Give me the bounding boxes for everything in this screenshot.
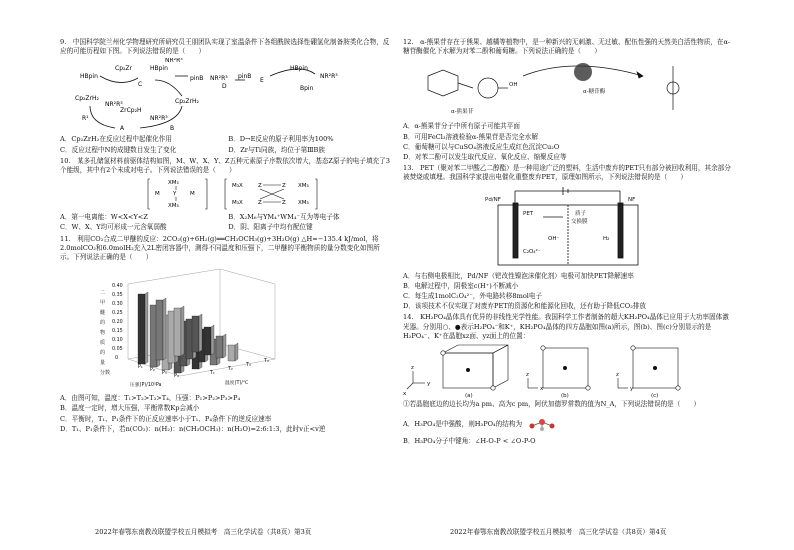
q13-option-a: A．与右侧电极相比，Pd/NF（钯改性镍泡沫催化剂）电极可加快PET降解速率 bbox=[403, 271, 634, 280]
q10-options-row2 bbox=[60, 223, 390, 232]
q14-note: ①若晶胞底边的边长均为a pm、高为c pm，阿伏加德罗常数的值为N_A，下列说法错误的是（ ） bbox=[403, 400, 701, 409]
enzyme-blob bbox=[574, 63, 592, 81]
q10-label-m3x-1: M₃X bbox=[232, 183, 243, 190]
q11-ylabel-7: 的 bbox=[100, 350, 106, 357]
q9-options-row1 bbox=[60, 135, 390, 144]
q9-label-pinb2: pinB bbox=[238, 73, 252, 81]
footer-right: 2022年春鄂东南教改联盟学校五月模拟考 高三化学试卷（共8页）第4页 bbox=[450, 528, 667, 536]
q11-ylabel-9: 分数 bbox=[100, 370, 111, 377]
q11-ylabel-2: 甲 bbox=[100, 300, 106, 307]
q13-label-membrane2: 交换膜 bbox=[571, 218, 588, 225]
q11-option-d: D．T₁、P₁条件下，若n(CO₂)：n(H₂)：n(CH₃OCH₃)：n(H₂O)=2:6:1:3，此时v正<v逆 bbox=[60, 424, 326, 433]
q11-ytick-1: 0.35 bbox=[112, 293, 123, 299]
q9-option-c: C．反应过程中N的成键数目发生了变化 bbox=[60, 145, 177, 154]
k-ion-b1 bbox=[563, 366, 567, 370]
q10-label-m3x-2: M₃X bbox=[232, 200, 243, 207]
q10-option-c: C．W、X、Y均可形成一元含氧弱酸 bbox=[60, 223, 167, 232]
q12-enzyme-label: α-糖苷酶 bbox=[583, 89, 606, 96]
q12-option-b: B．可用FeCl₃溶液检验α-熊果苷是否完全水解 bbox=[403, 132, 538, 141]
q13-label-oh: OH⁻ bbox=[548, 235, 560, 242]
q10-label-xm3-top: XM₃ bbox=[168, 180, 179, 187]
q11-ptick-2: P₃ bbox=[162, 371, 167, 377]
q11-back-top2 bbox=[220, 269, 275, 284]
q9-label-bpin: Bpin bbox=[300, 85, 314, 93]
q9-label-d: D bbox=[222, 83, 227, 91]
q10-label-z1: Z bbox=[258, 183, 262, 190]
q11-ptick-1: P₂ bbox=[150, 368, 155, 374]
q9-label-e: E bbox=[260, 77, 264, 85]
question-9 bbox=[60, 38, 390, 155]
q9-label-pinb: pinB bbox=[190, 75, 204, 83]
question-10 bbox=[60, 157, 390, 233]
q10-options-row1 bbox=[60, 213, 390, 222]
q11-3d-bar-chart bbox=[60, 264, 390, 392]
q9-label-hbpin2: HBpin bbox=[290, 65, 308, 73]
q11-ylabel-1: 二 bbox=[100, 290, 106, 297]
q10-label-xm3-1: XM₃ bbox=[298, 183, 309, 190]
q11-bar-side-3-1 bbox=[211, 325, 214, 355]
q11-ytick-0: 0.40 bbox=[112, 284, 123, 290]
q9-option-b: B．D→E反应的原子利用率为100% bbox=[228, 135, 334, 144]
q10-bracket-left1 bbox=[148, 179, 150, 209]
q9-label-nr2: NR²R³ bbox=[320, 73, 338, 81]
q9-label-r1: R¹ bbox=[82, 115, 89, 123]
q10-stem: 10. 某多孔储氢材料前驱体结构如图，M、W、X、Y、Z五种元素原子序数依次增大，基态Z原子的电子填充了3个能级，其中有2个未成对电子。下列说法错误的是（ ） bbox=[60, 156, 390, 175]
q14-option-b: B．H₃PO₄分子中键角：∠H-O-P < ∠O-P-O bbox=[403, 437, 536, 446]
q9-label-1: Cp₂Zr bbox=[115, 65, 132, 73]
q12-option-d: D．对苯二酚可以发生取代反应、氧化反应、缩聚反应等 bbox=[403, 153, 567, 162]
q12-stem: 12. α-熊果苷存在于熊果、越橘等植物中，是一种新兴的无刺激、无过敏、配伍性强的天然美白活性物质，在α-糖苷酶催化下水解为对苯二酚和葡萄糖。下列说法正确的是（ ） bbox=[403, 38, 731, 56]
q11-option-c: C．平衡时，T₁、P₁条件下的正反应速率小于T₁、P₄条件下的逆反应速率 bbox=[60, 414, 272, 423]
q13-label-pet: PET bbox=[523, 210, 534, 217]
q11-ptick-0: P₁ bbox=[138, 365, 143, 371]
q9-label-nr3: NR²R³ bbox=[105, 101, 123, 109]
q14-axis-b-z: z bbox=[526, 372, 529, 379]
q9-label-nr4: NR²R³ bbox=[150, 115, 168, 123]
k-ion-a1 bbox=[466, 368, 470, 372]
q14-axis-y: y bbox=[427, 381, 431, 388]
q11-bar-3-2 bbox=[216, 336, 223, 358]
q12-oh-label: OH bbox=[509, 82, 518, 89]
q12-option-a: A．α-熊果苷分子中所有原子可能共平面 bbox=[403, 122, 520, 131]
q13-figure bbox=[403, 185, 733, 270]
q9-label-cpzrh2: Cp₂ZrH₂ bbox=[75, 95, 99, 103]
p-atom bbox=[539, 419, 545, 425]
q10-label-z2: Z bbox=[282, 183, 286, 190]
q11-ytick-3: 0.25 bbox=[112, 311, 123, 317]
footer-left: 2022年春鄂东南教改联盟学校五月模拟考 高三化学试卷（共8页）第3页 bbox=[95, 528, 312, 536]
q11-bar-side-0-0 bbox=[145, 292, 148, 364]
q11-bar-3-1 bbox=[204, 327, 211, 355]
q11-bar-side-3-2 bbox=[223, 334, 226, 358]
q10-option-b: B．X₂M₆与YM₄⁺WM₄⁻互为等电子体 bbox=[228, 213, 340, 222]
q10-option-d: D．阴、阳离子中均有配位键 bbox=[228, 223, 313, 232]
q9-label-0: HBpin bbox=[80, 73, 98, 81]
q13-option-d: D．该项技术不仅实现了对废弃PET的资源化和能源化回收，还有助于降低CO₂排放 bbox=[403, 302, 647, 311]
o-atom-1 bbox=[530, 424, 535, 429]
q9-label-b: B bbox=[170, 125, 175, 133]
q10-bracket-right2 bbox=[315, 179, 317, 209]
q14-axis-z: z bbox=[411, 365, 414, 372]
left-column bbox=[60, 38, 390, 436]
q14-option-a-text: A．H₃PO₄是中强酸，则H₃PO₄的结构为 bbox=[403, 420, 523, 429]
q14-label-b: (b) bbox=[561, 393, 569, 399]
q11-ylabel-8: 量 bbox=[100, 360, 106, 367]
q9-label-3: HBpin bbox=[150, 65, 168, 73]
q14-axis-b-x: x bbox=[540, 386, 544, 393]
q10-option-a: A．第一电离能：W<X<Y<Z bbox=[60, 213, 148, 222]
mechanism-diagram bbox=[60, 58, 390, 133]
q10-bracket-right1 bbox=[205, 179, 207, 209]
q14-option-a bbox=[403, 417, 733, 431]
q12-hydrolysis-diagram bbox=[403, 58, 733, 120]
q11-ylabel-3: 醚 bbox=[100, 310, 106, 317]
q9-label-cpzrh2b: Cp₂ZrH₂ bbox=[175, 98, 199, 106]
q11-ytick-6: 0.10 bbox=[112, 338, 123, 344]
h2po4-b1 bbox=[541, 346, 545, 350]
q9-arrow-1 bbox=[100, 76, 138, 83]
q13-electrolysis-cell bbox=[403, 185, 733, 270]
cell-a-side bbox=[493, 345, 508, 388]
q11-bar-side-3-0 bbox=[199, 314, 202, 352]
q11-ttick-0: T₁ bbox=[210, 371, 215, 377]
q9-label-zrcp: ZrCp₂H bbox=[120, 107, 142, 115]
left-electrode bbox=[513, 203, 518, 258]
q10-label-xm3-2: XM₃ bbox=[298, 200, 309, 207]
h2po4-c1 bbox=[631, 346, 635, 350]
q9-label-4: NR²R³ bbox=[165, 58, 183, 65]
h2po4-a1 bbox=[441, 351, 445, 355]
q11-ttick-3: T₄ bbox=[264, 359, 269, 365]
q11-ttick-1: T₂ bbox=[228, 367, 233, 373]
q11-option-a: A．由图可知，温度：T₁>T₂>T₃>T₄，压强：P₁>P₂>P₃>P₄ bbox=[60, 394, 241, 403]
q14-axis-c-y: y bbox=[630, 386, 634, 393]
q9-stem: 9. 中国科学院兰州化学物理研究所研究员王朋团队实现了室温条件下各组酰胺选择性硼氢化制备胺类化合物，反应的可能历程如下图。下列说法错误的是（ ） bbox=[60, 38, 390, 56]
h2po4-c2 bbox=[676, 386, 680, 390]
right-column bbox=[403, 38, 733, 448]
o-atom-2 bbox=[550, 424, 555, 429]
q11-stem: 11. 利用CO₂合成二甲醚的反应：2CO₂(g)+6H₂(g)══CH₃OCH₃(g)+3H₂O(g) △H=−135.4 kJ/mol，将2.0molCO₂和6.0molH₂充入2L密闭容器中，测得不同温度和压强下，二甲醚的平衡物质的量分数变化如图所示。下列说法正确的是（ ） bbox=[60, 234, 380, 262]
q9-label-nr: NR²R³ bbox=[210, 75, 228, 83]
q11-ytick-5: 0.15 bbox=[112, 329, 123, 335]
q11-ytick-2: 0.30 bbox=[112, 302, 123, 308]
q11-bars-group bbox=[138, 292, 238, 373]
h2po4-b2 bbox=[586, 386, 590, 390]
q13-stem: 13. PET（聚对苯二甲酸乙二醇酯）是一种用途广泛的塑料，生活中废弃的PET只有部分被回收利用，其余部分被焚烧或填埋。我国科学家提出电催化重整废弃PET，原理如图所示，下列说法错误的是（ ） bbox=[403, 164, 731, 182]
q9-options-row2 bbox=[60, 146, 390, 155]
q14-figure bbox=[403, 343, 733, 398]
q9-arrow-7 bbox=[155, 80, 182, 96]
q11-ytick-7: 0.05 bbox=[112, 347, 123, 353]
q13-label-h2: H₂ bbox=[603, 235, 610, 242]
q10-label-xm3-bot: XM₃ bbox=[168, 203, 179, 210]
right-electrode bbox=[618, 203, 623, 258]
q14-label-c: (c) bbox=[651, 393, 659, 399]
q13-label-pdnf: Pd/NF bbox=[485, 196, 501, 203]
q11-back-top bbox=[128, 269, 220, 284]
q11-bar-side-3-3 bbox=[235, 343, 238, 361]
question-13 bbox=[403, 164, 733, 311]
q11-ttick-2: T₃ bbox=[246, 363, 251, 369]
q11-chart-figure bbox=[60, 264, 390, 392]
q9-label-a: A bbox=[120, 125, 125, 133]
q11-ylabel-6: 质 bbox=[100, 340, 106, 347]
q9-arrow-5 bbox=[90, 106, 115, 128]
q10-label-m-left: M bbox=[155, 191, 160, 198]
q14-stem: 14. KH₂PO₄晶体具有优异的非线性光学性能。我国科学工作者制备的超大KH₂PO₄晶体已应用于大功率固体激光器。分别用○、●表示H₂PO₄⁻和K⁺，KH₂PO₄晶体的四方晶胞如图(a)所示，图(b)、图(c)分别显示的是H₂PO₄⁻、K⁺在晶胞xz面、yz面上的位置： bbox=[403, 313, 729, 340]
q12-option-c: C．葡萄糖可以与CuSO₄溶液反应生成红色沉淀Cu₂O bbox=[403, 142, 560, 151]
q9-option-d: D．Zr与Ti同族，均位于第ⅢB族 bbox=[228, 145, 325, 154]
q11-bar-3-0 bbox=[192, 316, 199, 352]
q11-xlabel-pressure: 压强(P)/10⁵Pa bbox=[130, 383, 162, 389]
q13-label-membrane1: 质子 bbox=[575, 210, 587, 217]
q10-structure-figure bbox=[60, 177, 390, 211]
q11-bar-3-3 bbox=[228, 345, 235, 361]
q11-xlabel-temperature: 温度(T)/℃ bbox=[225, 381, 249, 387]
q11-ptick-3: P₄ bbox=[174, 374, 179, 380]
h2po4-a2 bbox=[491, 386, 495, 390]
q9-label-c: C bbox=[138, 81, 143, 89]
k-ion-c1 bbox=[653, 366, 657, 370]
arrowhead bbox=[637, 72, 643, 78]
q14-crystal-cells bbox=[403, 343, 733, 398]
q10-label-y: Y bbox=[173, 191, 177, 198]
question-14 bbox=[403, 313, 733, 446]
ion-structure-diagram bbox=[60, 177, 390, 211]
cell-a-top bbox=[443, 345, 508, 353]
q11-option-b: B．温度一定时，增大压强，平衡常数Kp会减小 bbox=[60, 404, 200, 413]
q12-figure bbox=[403, 58, 733, 120]
q14-axis-c-z: z bbox=[616, 372, 619, 379]
h3po4-structure-icon bbox=[524, 417, 564, 431]
question-12 bbox=[403, 38, 733, 162]
q11-ylabel-4: 的 bbox=[100, 320, 106, 327]
question-11 bbox=[60, 235, 390, 434]
q10-label-z3: Z bbox=[258, 200, 262, 207]
glycoside-bond bbox=[458, 83, 473, 88]
q10-bracket-left2 bbox=[225, 179, 227, 209]
q9-mechanism-figure bbox=[60, 58, 390, 133]
q12-molecule-name: α-熊果苷 bbox=[451, 109, 474, 116]
q14-label-a: (a) bbox=[465, 393, 473, 399]
q11-bar-side-2-0 bbox=[181, 306, 184, 356]
q11-bar-1-0 bbox=[156, 300, 163, 360]
q11-bar-2-0 bbox=[174, 308, 181, 356]
q11-ytick-8: 0 bbox=[115, 356, 119, 362]
q10-label-m-right: M bbox=[190, 191, 195, 198]
q13-label-nf: NF bbox=[628, 196, 636, 203]
q11-bar-side-1-0 bbox=[163, 298, 166, 360]
q13-option-b: B．电解过程中，阴极室c(H⁺)不断减小 bbox=[403, 281, 519, 290]
axis-x bbox=[407, 383, 413, 389]
q9-option-a: A．Cp₂ZrH₂在反应过程中起催化作用 bbox=[60, 135, 172, 144]
q11-ytick-4: 0.20 bbox=[112, 320, 123, 326]
q13-label-c2o4: C₂O₄²⁻ bbox=[523, 248, 541, 255]
glucose-ring bbox=[428, 70, 458, 96]
q10-label-z4: Z bbox=[282, 200, 286, 207]
phenol-ring bbox=[478, 78, 498, 98]
q11-bar-0-0 bbox=[138, 294, 145, 364]
h-atom bbox=[540, 427, 544, 431]
q14-axis-x: x bbox=[403, 391, 407, 398]
q13-option-c: C．每生成1molC₂O₄²⁻，外电路转移8mol电子 bbox=[403, 292, 543, 301]
q11-ylabel-5: 物 bbox=[100, 330, 106, 337]
